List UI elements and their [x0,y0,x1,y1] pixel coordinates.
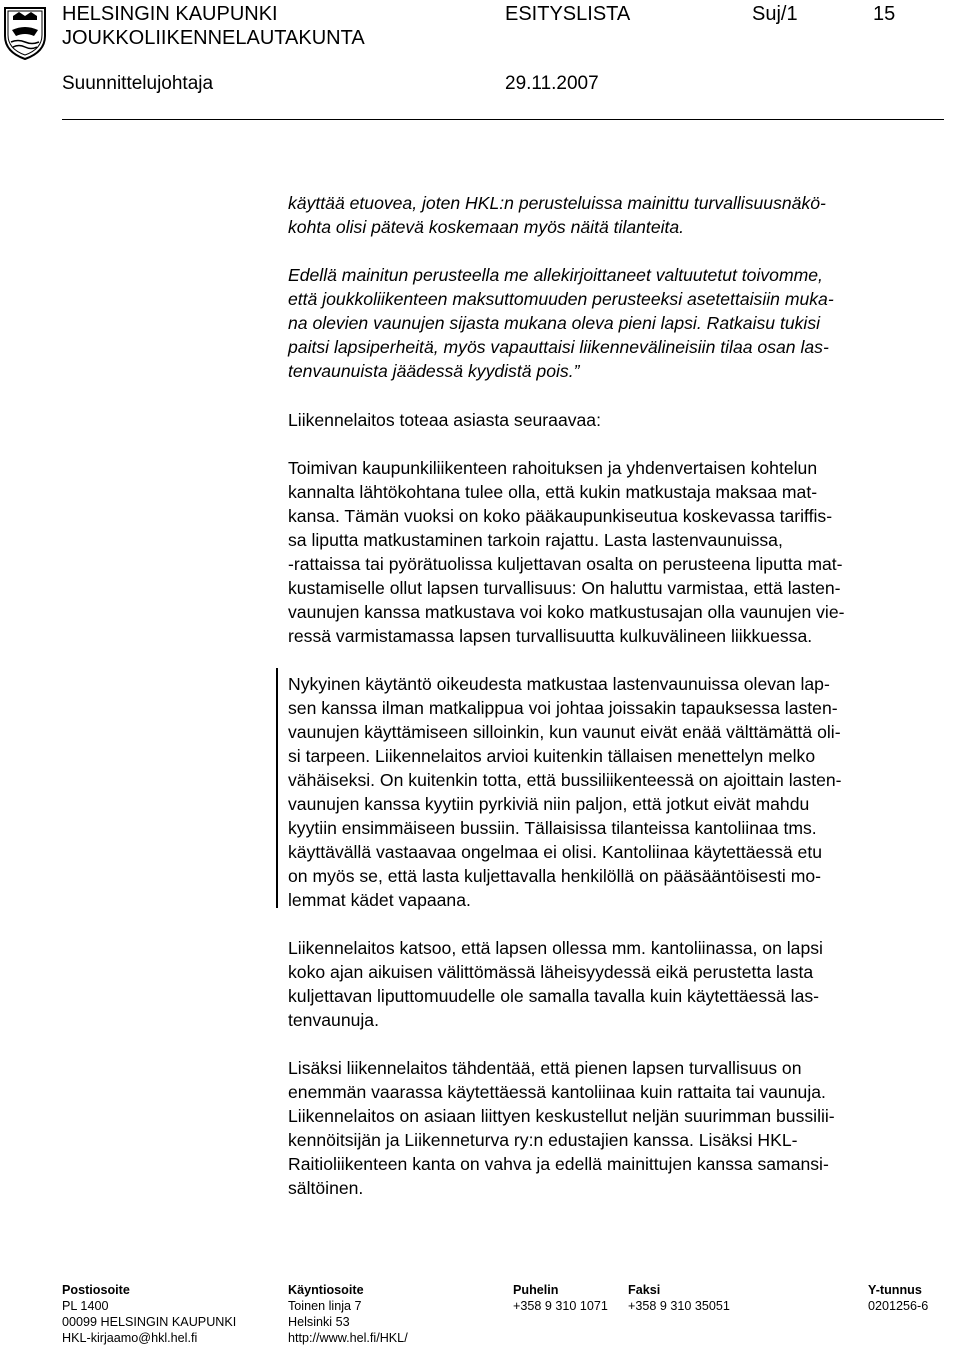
text-line: kennöitsijän ja Liikenneturva ry:n edustajien kanssa. Lisäksi HKL- [288,1130,798,1150]
text-line: Raitioliikenteen kanta on vahva ja edellä mainittujen kanssa samansi- [288,1154,829,1174]
org-name: HELSINGIN KAUPUNKI [62,3,278,25]
footer-heading: Y-tunnus [868,1283,922,1297]
text-line: sa liputta matkustaminen tarkoin rajattu. Lasta lastenvaunuissa, [288,530,783,550]
text-line: kuljettavan liputtomuudelle ole samalla tavalla kuin käytettäessä las- [288,986,820,1006]
footer-postal-box: PL 1400 [62,1299,109,1313]
text-line: Liikennelaitos toteaa asiasta seuraavaa: [288,410,601,430]
text-line: na olevien vaunujen sijasta mukana oleva pieni lapsi. Ratkaisu tukisi [288,313,821,333]
text-line: on myös se, että lasta kuljettavalla henkilöllä on pääsääntöisesti mo- [288,866,821,886]
paragraph-statement-intro [288,408,948,432]
text-line: Toimivan kaupunkiliikenteen rahoituksen ja yhdenvertaisen kohtelun [288,458,818,478]
footer-business-id-value: 0201256-6 [868,1299,929,1313]
document-reference: Suj/1 [752,3,798,25]
header-divider [62,119,944,120]
footer-postal-code: 00099 HELSINGIN KAUPUNKI [62,1315,237,1329]
page-number: 15 [873,3,896,25]
footer-heading: Faksi [628,1283,661,1297]
text-line: -rattaissa tai pyörätuolissa kuljettavan osalta on perusteena liputta mat- [288,554,843,574]
text-line: enemmän vaarassa käytettäessä kantoliinaa kuin rattaita tai vaunuja. [288,1082,826,1102]
author-title: Suunnittelujohtaja [62,73,214,94]
footer-heading: Käyntiosoite [288,1283,364,1297]
revision-change-bar [276,668,278,908]
footer-email-link[interactable]: HKL-kirjaamo@hkl.hel.fi [62,1331,198,1345]
footer-heading: Postiosoite [62,1283,130,1297]
footer-city: Helsinki 53 [288,1315,350,1329]
footer-fax [628,1282,730,1314]
text-line: Edellä mainitun perusteella me allekirjoittaneet valtuutetut toivomme, [288,265,823,285]
footer-website-link[interactable]: http://www.hel.fi/HKL/ [288,1331,408,1345]
footer-postal [62,1282,236,1346]
paragraph-carrier-view [288,936,948,1032]
text-line: tenvaunuista jäädessä kyydistä pois.” [288,361,580,381]
document-date: 29.11.2007 [505,73,599,94]
text-line: kannalta lähtökohtana tulee olla, että kukin matkustaja maksaa mat- [288,482,818,502]
paragraph-quote-end [288,191,948,239]
document-type: ESITYSLISTA [505,3,631,25]
footer-heading: Puhelin [513,1283,559,1297]
text-line: ressä varmistamassa lapsen turvallisuutta kulkuvälineen liikkuessa. [288,626,813,646]
helsinki-crest-logo [0,2,50,62]
text-line: käyttävällä vastaavaa ongelmaa ei olisi. Kantoliinaa käytettäessä etu [288,842,822,862]
text-line: Liikennelaitos katsoo, että lapsen ollessa mm. kantoliinassa, on lapsi [288,938,823,958]
paragraph-current-practice [288,672,948,912]
text-line: Liikennelaitos on asiaan liittyen keskustellut neljän suurimman bussilii- [288,1106,835,1126]
text-line: tenvaunuja. [288,1010,379,1030]
committee-name: JOUKKOLIIKENNELAUTAKUNTA [62,27,365,49]
footer-business-id [868,1282,928,1314]
text-line: käyttää etuovea, joten HKL:n perusteluissa mainittu turvallisuusnäkö- [288,193,826,213]
text-line: sen kanssa ilman matkalippua voi johtaa joissakin tapauksessa lasten- [288,698,838,718]
text-line: kustamiselle ollut lapsen turvallisuus: On haluttu varmistaa, että lasten- [288,578,841,598]
text-line: Lisäksi liikennelaitos tähdentää, että pienen lapsen turvallisuus on [288,1058,802,1078]
footer-street: Toinen linja 7 [288,1299,362,1313]
text-line: lemmat kädet vapaana. [288,890,471,910]
footer-visiting [288,1282,408,1346]
text-line: vähäiseksi. On kuitenkin totta, että bussiliikenteessä on ajoittain lasten- [288,770,842,790]
footer-phone [513,1282,608,1314]
paragraph-proposal [288,263,948,383]
text-line: koko ajan aikuisen välittömässä läheisyydessä eikä perustetta lasta [288,962,814,982]
text-line: kansa. Tämän vuoksi on koko pääkaupunkiseutua koskevassa tariffis- [288,506,833,526]
text-line: si tarpeen. Liikennelaitos arvioi kuitenkin tällaisen menettelyn melko [288,746,816,766]
text-line: sältöinen. [288,1178,364,1198]
text-line: vaunujen kanssa kyytiin pyrkiviä niin paljon, että jotkut eivät mahdu [288,794,810,814]
paragraph-safety [288,1056,948,1200]
text-line: että joukkoliikenteen maksuttomuuden perusteeksi asetettaisiin muka- [288,289,834,309]
text-line: Nykyinen käytäntö oikeudesta matkustaa lastenvaunuissa olevan lap- [288,674,830,694]
text-line: vaunujen kanssa matkustava voi koko matkustusajan olla vaunujen vie- [288,602,845,622]
footer-phone-number: +358 9 310 1071 [513,1299,608,1313]
text-line: vaunujen käyttämiseen silloinkin, kun vaunut eivät enää välttämättä oli- [288,722,841,742]
text-line: kohta olisi pätevä koskemaan myös näitä tilanteita. [288,217,685,237]
footer-fax-number: +358 9 310 35051 [628,1299,730,1313]
text-line: paitsi lapsiperheitä, myös vapauttaisi liikennevälineisiin tilaa osan las- [288,337,829,357]
paragraph-funding [288,456,948,648]
text-line: kyytiin ensimmäiseen bussiin. Tällaisissa tilanteissa kantoliinaa tms. [288,818,817,838]
